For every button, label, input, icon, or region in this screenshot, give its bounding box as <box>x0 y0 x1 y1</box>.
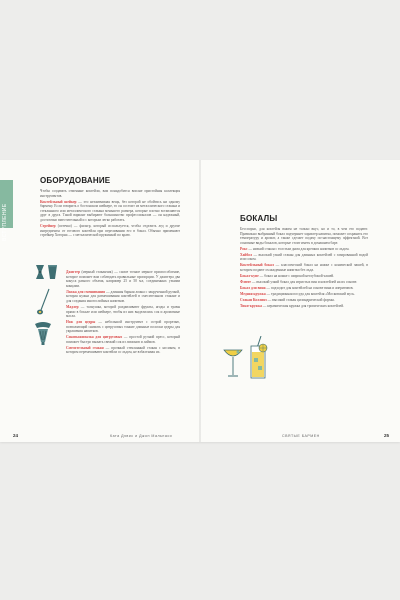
left-footer-author: Ката Дэвис и Джон Мальпаси <box>110 434 173 438</box>
glasses-intro: Бесспорно, для коктейля важен не только вкус, но и то, в чем его подают. Правильно выбранный бокал подчеркнет характер напитка, поможет сохранить его температуру и аромат, а также сделает подачу по-настоящему эффектной. Вот основные виды бокалов, которые стоит иметь в домашнем баре. <box>240 227 368 245</box>
glasses-paragraph <box>240 304 368 309</box>
equipment-term: Мадлер <box>66 304 79 309</box>
section-side-tab-label: ВСТУПЛЕНИЕ <box>2 203 8 241</box>
glass-description: — классический бокал на ножке с конической чашей, в котором подают охлажденные напитки без льда. <box>240 263 368 272</box>
glass-description: — бокал на ножке с широкой неглубокой чашей. <box>258 273 335 278</box>
equipment-term: Стрейнер <box>40 223 56 228</box>
book-gutter <box>199 160 201 442</box>
equipment-term: Смесительный стакан <box>66 345 104 350</box>
book-spread <box>0 160 400 442</box>
glasses-paragraph <box>240 247 368 252</box>
glass-description: — высокий стакан цилиндрической формы. <box>266 297 335 302</box>
highball-glass-icon <box>247 336 269 380</box>
equipment-paragraph <box>66 346 180 355</box>
glass-description: — подходит для коктейлей на основе вина и аперитивов. <box>265 285 354 290</box>
equipment-text-column <box>40 189 180 239</box>
glass-term: Тики-кружка <box>240 303 262 308</box>
equipment-term: Коктейльный шейкер <box>40 199 77 204</box>
glass-term: Стакан Коллинз <box>240 297 267 302</box>
glass-description: — высокий узкий стакан для длинных коктейлей с газированной водой или соком. <box>240 252 368 262</box>
glass-term: Коктейльный бокал <box>240 263 274 268</box>
glass-description: — керамическая кружка для тропических коктейлей. <box>261 303 345 308</box>
equipment-description: — прочный стеклянный стакан с носиком, в котором перемешивают коктейли со льдом, не взбалтывая их. <box>66 345 180 355</box>
section-side-tab <box>0 180 13 241</box>
equipment-description: — простой ручной пресс, который поможет быстро выжать свежий сок из лимонов и лаймов. <box>66 335 180 344</box>
bar-spoon-icon <box>36 288 52 316</box>
equipment-paragraph <box>66 305 180 319</box>
equipment-paragraph <box>40 200 180 223</box>
glasses-paragraph <box>240 298 368 303</box>
glass-term: Хайбол <box>240 252 252 257</box>
glasses-paragraph <box>240 292 368 297</box>
glasses-paragraph <box>240 280 368 285</box>
glass-term: Медная кружка <box>240 291 266 296</box>
equipment-intro: Чтобы создавать отменные коктейли, вам понадобится вполне пристойная коллекция инструментов. <box>40 189 180 198</box>
equipment-paragraph <box>66 320 180 334</box>
equipment-heading: ОБОРУДОВАНИЕ <box>40 176 111 185</box>
left-page-number: 24 <box>13 433 19 438</box>
coupe-glass-icon <box>221 346 245 380</box>
glasses-paragraph <box>240 253 368 262</box>
equipment-text-column-indented <box>66 270 180 356</box>
equipment-description: — длинная барная ложка с закрученной ручкой, которая нужна для размешивания коктейлей в смесительном стакане и для создания многослойных напитков. <box>66 289 181 303</box>
equipment-description: (ситечко) — фильтр, который используется, чтобы отделить лед и другие ингредиенты от готового коктейля при переливании его в бокал. Обычно применяют стрейнер Хоторна — с металлической пружинкой по краю. <box>40 223 180 238</box>
glasses-text-column <box>240 227 368 310</box>
equipment-term: Ложка для смешивания <box>66 289 105 294</box>
equipment-description: (мерный стаканчик) — самое точное мерное приспособление, которое поможет вам соблюдать правильные пропорции. У джиггера два конуса разного объема, например 25 и 50 мл, соединенных узкими концами. <box>66 270 180 288</box>
equipment-term: Джиггер <box>66 270 80 274</box>
equipment-paragraph <box>40 224 180 238</box>
equipment-paragraph <box>66 335 180 344</box>
equipment-description: — это незаменимая вещь, без которой не обойтись ни одному бармену. Если говорить о бостонском шейкере, то он состоит из металлического стакана и стеклянного или металлического стакана меньшего размера, которые плотно вставляются друг в друга. Такой вариант выбирают большинство профессионалов — он надежный, достаточно вместительный и с которым легко работать. <box>40 199 180 222</box>
glass-description: — низкий стакан с толстым дном для крепких напитков со льдом. <box>247 246 350 251</box>
glass-term: Флюте <box>240 279 251 284</box>
right-footer-title: СВЯТЫЕ БАРМЕН <box>282 434 320 438</box>
glasses-heading: БОКАЛЫ <box>240 214 278 223</box>
glasses-paragraph <box>240 263 368 272</box>
glass-term: Бокал для вина <box>240 285 266 290</box>
jigger-icon <box>34 264 60 280</box>
right-page-number: 25 <box>384 433 390 438</box>
glass-term: Рокс <box>240 246 248 251</box>
equipment-description: — толкушка, которой раздавливают фрукты, ягоды и травы прямо в бокале или шейкере, чтобы из них выделились сок и ароматные масла. <box>66 304 180 319</box>
equipment-description: — небольшой инструмент с острой прорезью, позволяющий снимать с цитрусовых тонкие длинные полоски цедры для украшения напитков. <box>66 320 180 334</box>
glasses-paragraph <box>240 274 368 279</box>
glass-description: — высокий узкий бокал для игристых вин и коктейлей на их основе. <box>250 279 358 284</box>
citrus-press-icon <box>32 320 54 346</box>
equipment-paragraph <box>66 290 180 304</box>
equipment-term: Соковыжималка для цитрусовых <box>66 335 123 340</box>
glass-term: Бокал-купе <box>240 273 259 278</box>
equipment-term: Нож для цедры <box>66 320 96 325</box>
equipment-paragraph <box>66 270 180 288</box>
glasses-paragraph <box>240 286 368 291</box>
glass-description: — традиционная посуда для коктейля «Московский мул». <box>265 291 356 296</box>
